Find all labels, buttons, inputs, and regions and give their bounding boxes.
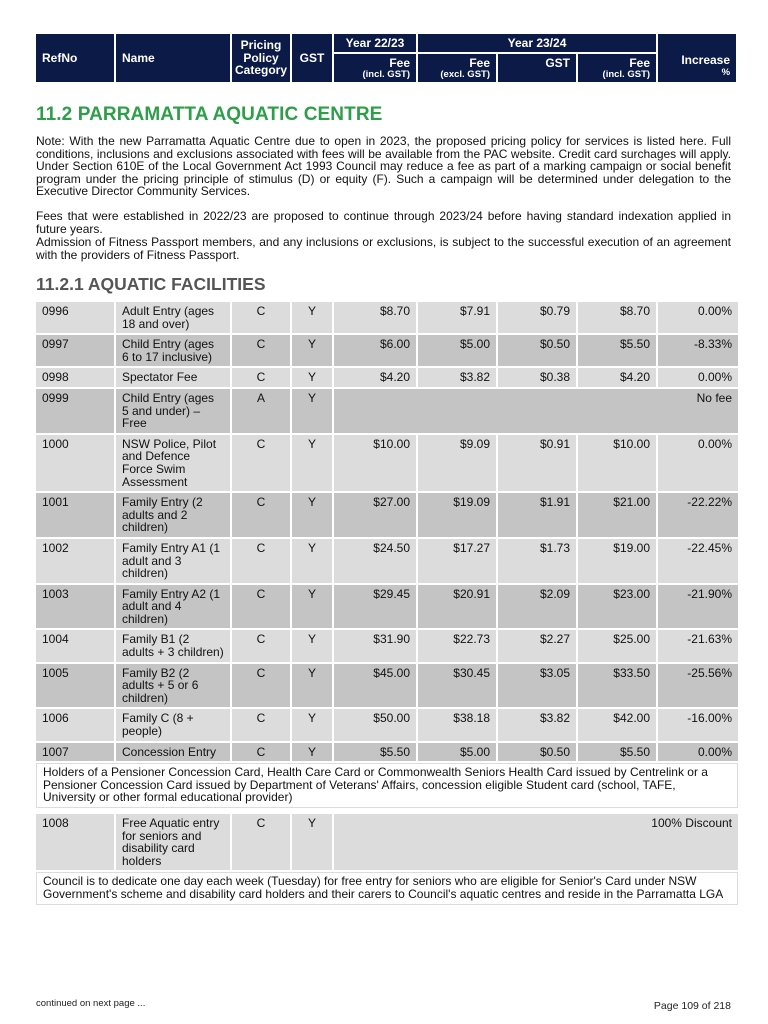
fee-incl-gst: $8.70 bbox=[578, 302, 656, 333]
increase-percent: -25.56% bbox=[658, 664, 738, 708]
header-increase: Increase % bbox=[658, 34, 736, 82]
fee-2223: $10.00 bbox=[334, 435, 416, 491]
fee-excl-gst: $9.09 bbox=[418, 435, 496, 491]
table-row bbox=[36, 368, 738, 387]
table-row bbox=[36, 743, 738, 762]
fee-description-row bbox=[36, 872, 738, 904]
pricing-category: C bbox=[232, 814, 290, 870]
gst-amount: $0.50 bbox=[498, 743, 576, 762]
gst-amount: $2.09 bbox=[498, 585, 576, 629]
gst-flag: Y bbox=[292, 389, 332, 433]
table-row bbox=[36, 335, 738, 366]
pricing-category: C bbox=[232, 539, 290, 583]
table-row bbox=[36, 664, 738, 708]
pricing-category: C bbox=[232, 493, 290, 537]
gst-flag: Y bbox=[292, 630, 332, 661]
ref-no: 1001 bbox=[36, 493, 114, 537]
fee-excl-gst: $30.45 bbox=[418, 664, 496, 708]
ref-no: 1007 bbox=[36, 743, 114, 762]
ref-no: 0999 bbox=[36, 389, 114, 433]
fee-name: Family Entry (2 adults and 2 children) bbox=[116, 493, 230, 537]
header-refno: RefNo bbox=[36, 34, 114, 82]
fee-name: Family B1 (2 adults + 3 children) bbox=[116, 630, 230, 661]
table-row bbox=[36, 539, 738, 583]
header-fee-excl-gst: Fee (excl. GST) bbox=[418, 54, 496, 82]
header-name: Name bbox=[116, 34, 230, 82]
ref-no: 0998 bbox=[36, 368, 114, 387]
fee-excl-gst: $7.91 bbox=[418, 302, 496, 333]
pricing-category: C bbox=[232, 435, 290, 491]
increase-percent: -22.22% bbox=[658, 493, 738, 537]
fee-name: Family Entry A2 (1 adult and 4 children) bbox=[116, 585, 230, 629]
fee-name: Family Entry A1 (1 adult and 3 children) bbox=[116, 539, 230, 583]
ref-no: 1003 bbox=[36, 585, 114, 629]
header-fee-2223: Fee (incl. GST) bbox=[334, 54, 416, 82]
fee-2223: $45.00 bbox=[334, 664, 416, 708]
gst-flag: Y bbox=[292, 539, 332, 583]
fee-incl-gst: $42.00 bbox=[578, 709, 656, 740]
ref-no: 1006 bbox=[36, 709, 114, 740]
ref-no: 1008 bbox=[36, 814, 114, 870]
subsection-title: 11.2.1 AQUATIC FACILITIES bbox=[36, 274, 266, 294]
increase-percent: -8.33% bbox=[658, 335, 738, 366]
fee-name: Spectator Fee bbox=[116, 368, 230, 387]
gst-amount: $3.82 bbox=[498, 709, 576, 740]
table-row bbox=[36, 630, 738, 661]
gst-flag: Y bbox=[292, 368, 332, 387]
pricing-category: C bbox=[232, 664, 290, 708]
gst-flag: Y bbox=[292, 435, 332, 491]
gst-amount: $0.50 bbox=[498, 335, 576, 366]
section-note-fitness-passport: Admission of Fitness Passport members, and any inclusions or exclusions, is subject to the successful execution of an agreement with the providers of Fitness Passport. bbox=[36, 235, 731, 262]
pricing-category: C bbox=[232, 368, 290, 387]
fee-name: Adult Entry (ages 18 and over) bbox=[116, 302, 230, 333]
fee-incl-gst: $5.50 bbox=[578, 743, 656, 762]
fee-2223: $8.70 bbox=[334, 302, 416, 333]
fee-excl-gst: $3.82 bbox=[418, 368, 496, 387]
gst-amount: $1.91 bbox=[498, 493, 576, 537]
concession-entry-description: Holders of a Pensioner Concession Card, Health Care Card or Commonwealth Seniors Health Card issued by Centrelink or a Pensioner Concession Card issued by Department of Veterans' Affairs, concession eligible Student card (school, TAFE, University or other formal educational provider) bbox=[36, 763, 738, 808]
fee-name: Child Entry (ages 5 and under) – Free bbox=[116, 389, 230, 433]
pricing-category: C bbox=[232, 302, 290, 333]
gst-flag: Y bbox=[292, 335, 332, 366]
fee-2223: $24.50 bbox=[334, 539, 416, 583]
fee-name: Child Entry (ages 6 to 17 inclusive) bbox=[116, 335, 230, 366]
gst-flag: Y bbox=[292, 664, 332, 708]
fee-incl-gst: $5.50 bbox=[578, 335, 656, 366]
fee-excl-gst: $17.27 bbox=[418, 539, 496, 583]
fee-incl-gst: $25.00 bbox=[578, 630, 656, 661]
ref-no: 1004 bbox=[36, 630, 114, 661]
pricing-category: C bbox=[232, 630, 290, 661]
section-note-pricing-policy: Note: With the new Parramatta Aquatic Centre due to open in 2023, the proposed pricing policy for services is listed here. Full conditions, inclusions and exclusions associated with fees will be available from the PAC website. Credit card surchages will apply. Under Section 610E of the Local Government Act 1993 Council may reduce a fee as part of a marking campaign or social benefit program under the pricing principle of stimulus (D) or equity (F). Such a campaign will be determined under delegation to the Executive Director Community Services. bbox=[36, 134, 731, 199]
pricing-category: C bbox=[232, 585, 290, 629]
fee-excl-gst: $20.91 bbox=[418, 585, 496, 629]
fee-table-header bbox=[36, 34, 732, 82]
fee-excl-gst: $5.00 bbox=[418, 743, 496, 762]
fee-2223: $5.50 bbox=[334, 743, 416, 762]
increase-percent: 0.00% bbox=[658, 368, 738, 387]
increase-percent: -21.63% bbox=[658, 630, 738, 661]
continued-note: continued on next page ... bbox=[36, 998, 146, 1009]
header-year-2324: Year 23/24 bbox=[418, 34, 656, 52]
table-row bbox=[36, 435, 738, 491]
gst-flag: Y bbox=[292, 814, 332, 870]
gst-amount: $0.91 bbox=[498, 435, 576, 491]
fee-2223: $27.00 bbox=[334, 493, 416, 537]
ref-no: 0997 bbox=[36, 335, 114, 366]
increase-percent: -16.00% bbox=[658, 709, 738, 740]
increase-percent: -21.90% bbox=[658, 585, 738, 629]
fee-2223: $6.00 bbox=[334, 335, 416, 366]
section-note-indexation: Fees that were established in 2022/23 are proposed to continue through 2023/24 before having standard indexation applied in future years. bbox=[36, 209, 731, 236]
table-row bbox=[36, 709, 738, 740]
ref-no: 1002 bbox=[36, 539, 114, 583]
gst-amount: $0.38 bbox=[498, 368, 576, 387]
section-title: 11.2 PARRAMATTA AQUATIC CENTRE bbox=[36, 104, 383, 125]
fee-2223: $50.00 bbox=[334, 709, 416, 740]
table-row bbox=[36, 493, 738, 537]
gst-amount: $1.73 bbox=[498, 539, 576, 583]
header-pricing-policy-category: Pricing Policy Category bbox=[232, 34, 290, 82]
increase-percent: -22.45% bbox=[658, 539, 738, 583]
fee-incl-gst: $21.00 bbox=[578, 493, 656, 537]
gst-amount: $0.79 bbox=[498, 302, 576, 333]
fee-2223: $31.90 bbox=[334, 630, 416, 661]
ref-no: 0996 bbox=[36, 302, 114, 333]
fee-excl-gst: $22.73 bbox=[418, 630, 496, 661]
gst-amount: $3.05 bbox=[498, 664, 576, 708]
fee-incl-gst: $4.20 bbox=[578, 368, 656, 387]
gst-flag: Y bbox=[292, 743, 332, 762]
discount-value: 100% Discount bbox=[334, 814, 738, 870]
fee-name: Family C (8 + people) bbox=[116, 709, 230, 740]
gst-flag: Y bbox=[292, 302, 332, 333]
pricing-category: A bbox=[232, 389, 290, 433]
ref-no: 1005 bbox=[36, 664, 114, 708]
gst-flag: Y bbox=[292, 709, 332, 740]
header-fee-incl-gst: Fee (incl. GST) bbox=[578, 54, 656, 82]
header-gst-amount: GST bbox=[498, 54, 576, 82]
table-row bbox=[36, 389, 738, 433]
fee-incl-gst: $23.00 bbox=[578, 585, 656, 629]
fee-name: Family B2 (2 adults + 5 or 6 children) bbox=[116, 664, 230, 708]
fee-name: NSW Police, Pilot and Defence Force Swim Assessment bbox=[116, 435, 230, 491]
increase-percent: 0.00% bbox=[658, 435, 738, 491]
pricing-category: C bbox=[232, 743, 290, 762]
header-gst: GST bbox=[292, 34, 332, 82]
fee-excl-gst: $38.18 bbox=[418, 709, 496, 740]
fee-name: Concession Entry bbox=[116, 743, 230, 762]
increase-percent: 0.00% bbox=[658, 743, 738, 762]
fee-excl-gst: $19.09 bbox=[418, 493, 496, 537]
fee-description-row bbox=[36, 763, 738, 808]
table-row bbox=[36, 814, 738, 870]
header-year-2223: Year 22/23 bbox=[334, 34, 416, 52]
gst-flag: Y bbox=[292, 493, 332, 537]
free-entry-description: Council is to dedicate one day each week (Tuesday) for free entry for seniors who are eligible for Senior's Card under NSW Government's scheme and disability card holders and their carers to Council's aquatic centres and reside in the Parramatta LGA bbox=[36, 872, 738, 904]
fee-table bbox=[36, 302, 732, 907]
fee-excl-gst: $5.00 bbox=[418, 335, 496, 366]
fee-incl-gst: $10.00 bbox=[578, 435, 656, 491]
pricing-category: C bbox=[232, 335, 290, 366]
fee-incl-gst: $19.00 bbox=[578, 539, 656, 583]
fee-name: Free Aquatic entry for seniors and disability card holders bbox=[116, 814, 230, 870]
gst-amount: $2.27 bbox=[498, 630, 576, 661]
fee-2223: $4.20 bbox=[334, 368, 416, 387]
increase-percent: 0.00% bbox=[658, 302, 738, 333]
table-row bbox=[36, 302, 738, 333]
fee-incl-gst: $33.50 bbox=[578, 664, 656, 708]
no-fee-value: No fee bbox=[334, 389, 738, 433]
gst-flag: Y bbox=[292, 585, 332, 629]
pricing-category: C bbox=[232, 709, 290, 740]
ref-no: 1000 bbox=[36, 435, 114, 491]
page-number: Page 109 of 218 bbox=[653, 1000, 731, 1012]
fee-2223: $29.45 bbox=[334, 585, 416, 629]
table-row bbox=[36, 585, 738, 629]
